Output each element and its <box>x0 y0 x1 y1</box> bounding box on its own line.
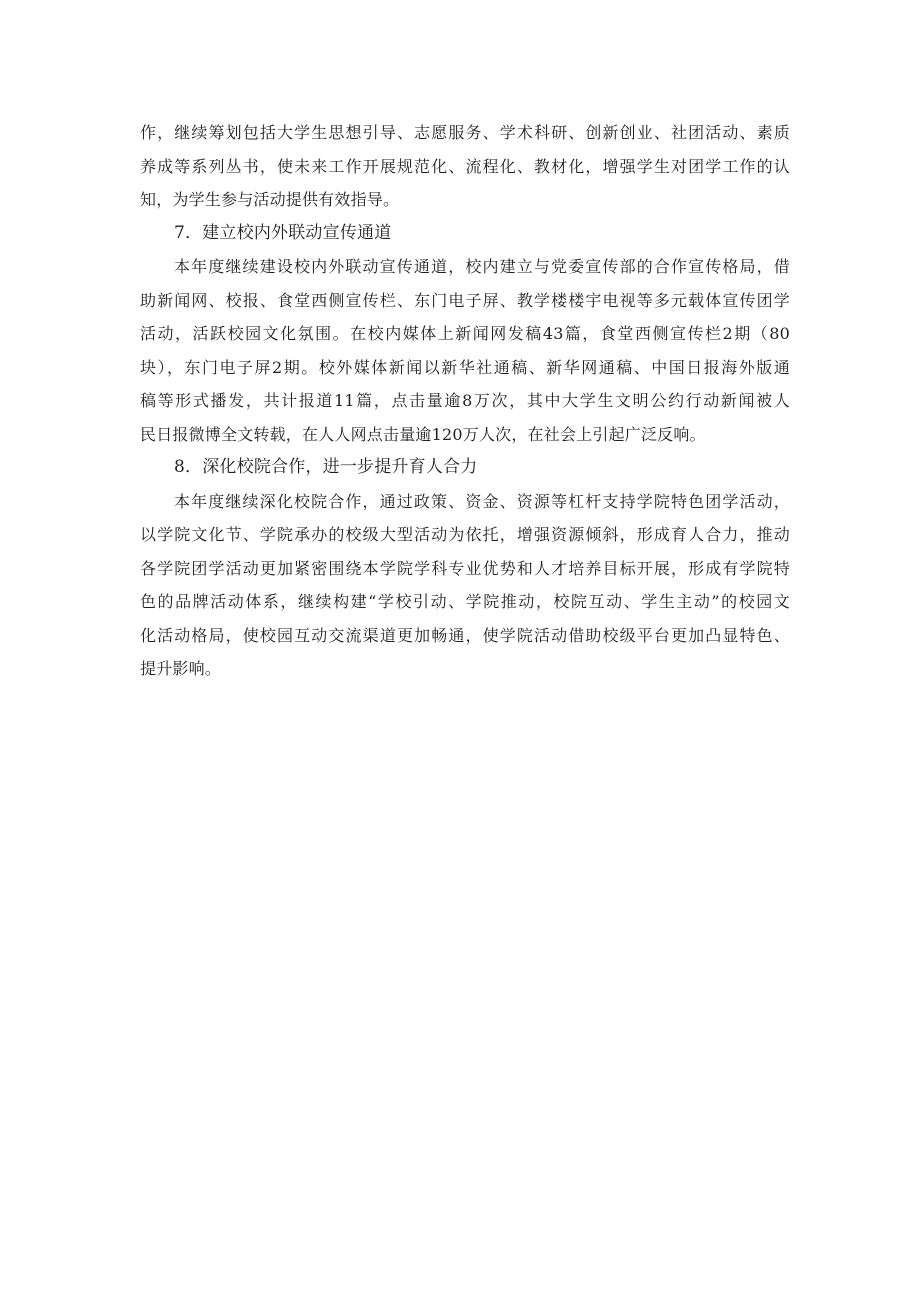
body-line: 各学院团学活动更加紧密围绕本学院学科专业优势和人才培养目标开展，形成有学院特 <box>140 558 790 578</box>
body-line: 活动，活跃校园文化氛围。在校内媒体上新闻网发稿43篇，食堂西侧宣传栏2期（80 <box>140 324 790 343</box>
section-heading-8: 8．深化校院合作，进一步提升育人合力 <box>174 457 478 477</box>
body-line: 作，继续筹划包括大学生思想引导、志愿服务、学术科研、创新创业、社团活动、素质 <box>140 123 790 142</box>
document-body <box>140 116 790 686</box>
body-line: 养成等系列丛书，使未来工作开展规范化、流程化、教材化，增强学生对团学工作的认 <box>140 156 790 176</box>
body-line: 民日报微博全文转载，在人人网点击量逾120万人次，在社会上引起广泛反响。 <box>140 424 706 444</box>
body-line: 提升影响。 <box>140 659 222 678</box>
body-line: 以学院文化节、学院承办的校级大型活动为依托，增强资源倾斜，形成育人合力，推动 <box>140 525 790 544</box>
body-line: 助新闻网、校报、食堂西侧宣传栏、东门电子屏、教学楼楼宇电视等多元载体宣传团学 <box>140 290 790 310</box>
body-line: 稿等形式播发，共计报道11篇，点击量逾8万次，其中大学生文明公约行动新闻被人 <box>140 391 790 410</box>
body-line: 本年度继续建设校内外联动宣传通道，校内建立与党委宣传部的合作宣传格局，借 <box>174 257 790 276</box>
body-line: 色的品牌活动体系，继续构建“学校引动、学院推动，校院互动、学生主动”的校园文 <box>140 592 790 611</box>
body-line: 化活动格局，使校园互动交流渠道更加畅通，使学院活动借助校级平台更加凸显特色、 <box>140 625 790 645</box>
section-heading-7: 7．建立校内外联动宣传通道 <box>174 222 392 243</box>
body-line: 知，为学生参与活动提供有效指导。 <box>140 190 400 209</box>
body-line: 块），东门电子屏2期。校外媒体新闻以新华社通稿、新华网通稿、中国日报海外版通 <box>140 357 790 377</box>
body-line: 本年度继续深化校院合作，通过政策、资金、资源等杠杆支持学院特色团学活动， <box>174 491 790 511</box>
